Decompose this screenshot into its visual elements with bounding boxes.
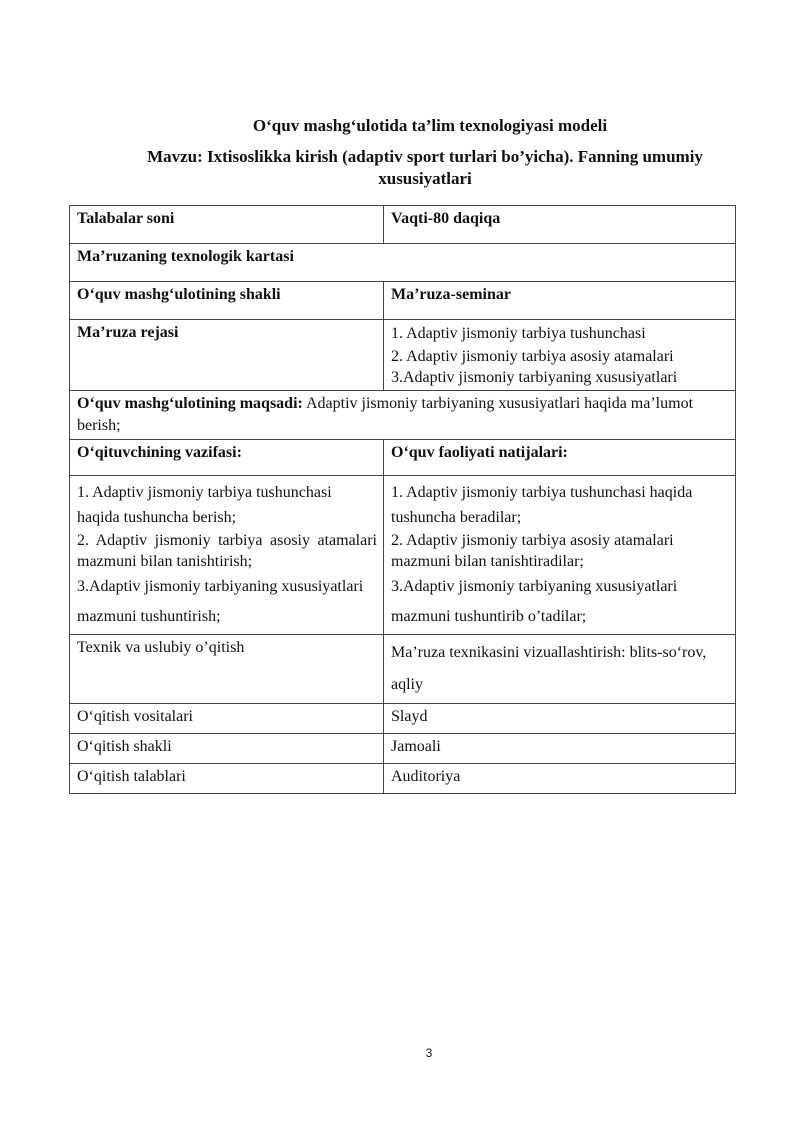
goal-cell [70,391,736,440]
table-row [70,764,736,794]
table-row [70,476,736,635]
plan-label: Ma’ruza rejasi [70,320,384,391]
table-row [70,206,736,244]
row-value: Auditoriya [384,764,736,794]
row-label: O‘qitish talablari [70,764,384,794]
table-row [70,320,736,391]
technology-card-table [69,205,736,794]
document-subtitle: Mavzu: Ixtisoslikka kirish (adaptiv sport turlari bo’yicha). Fanning umumiy xususiyatlari [147,147,703,188]
list-item: 2. Adaptiv jismoniy tarbiya asosiy atamalari mazmuni bilan tanishtiradilar; [391,532,674,570]
plan-list [384,320,736,391]
list-item: 1. Adaptiv jismoniy tarbiya tushunchasi haqida tushuncha beradilar; [391,484,693,526]
table-row [70,635,736,704]
form-label: O‘quv mashg‘ulotining shakli [70,282,384,320]
row-value: Jamoali [384,734,736,764]
document-title: O‘quv mashg‘ulotida ta’lim texnologiyasi modeli [252,116,608,135]
teacher-tasks-list [70,476,384,635]
list-item: 3.Adaptiv jismoniy tarbiyaning xususiyatlari [391,369,678,386]
row-label: Texnik va uslubiy o’qitish [70,635,384,704]
card-heading: Ma’ruzaning texnologik kartasi [70,244,736,282]
table-row [70,282,736,320]
table-row [70,734,736,764]
goal-value: Adaptiv jismoniy tarbiyaning xususiyatlari haqida ma’lumot berish; [77,395,694,434]
form-value: Ma’ruza-seminar [384,282,736,320]
teacher-tasks-label: O‘qituvchining vazifasi: [70,440,384,476]
list-item: 1. Adaptiv jismoniy tarbiya tushunchasi [391,325,646,342]
results-label: O‘quv faoliyati natijalari: [384,440,736,476]
time-label: Vaqti-80 daqiqa [384,206,736,244]
page-number: 3 [425,1046,433,1060]
students-label: Talabalar soni [70,206,384,244]
list-item: 1. Adaptiv jismoniy tarbiya tushunchasi haqida tushuncha berish; [77,484,332,526]
row-label: O‘qitish vositalari [70,704,384,734]
table-row [70,440,736,476]
list-item: 2. Adaptiv jismoniy tarbiya asosiy atamalari mazmuni bilan tanishtirish; [77,532,377,570]
table-row [70,391,736,440]
row-value: Slayd [384,704,736,734]
list-item: 3.Adaptiv jismoniy tarbiyaning xususiyatlari mazmuni tushuntirib o’tadilar; [391,578,678,625]
list-item: 2. Adaptiv jismoniy tarbiya asosiy atamalari [391,348,674,365]
row-label: O‘qitish shakli [70,734,384,764]
results-list [384,476,736,635]
row-value: Ma’ruza texnikasini vizuallashtirish: blits-so‘rov, aqliy [384,635,736,704]
list-item: 3.Adaptiv jismoniy tarbiyaning xususiyatlari mazmuni tushuntirish; [77,578,364,625]
table-row [70,244,736,282]
table-row [70,704,736,734]
goal-label: O‘quv mashg‘ulotining maqsadi: [77,395,303,412]
